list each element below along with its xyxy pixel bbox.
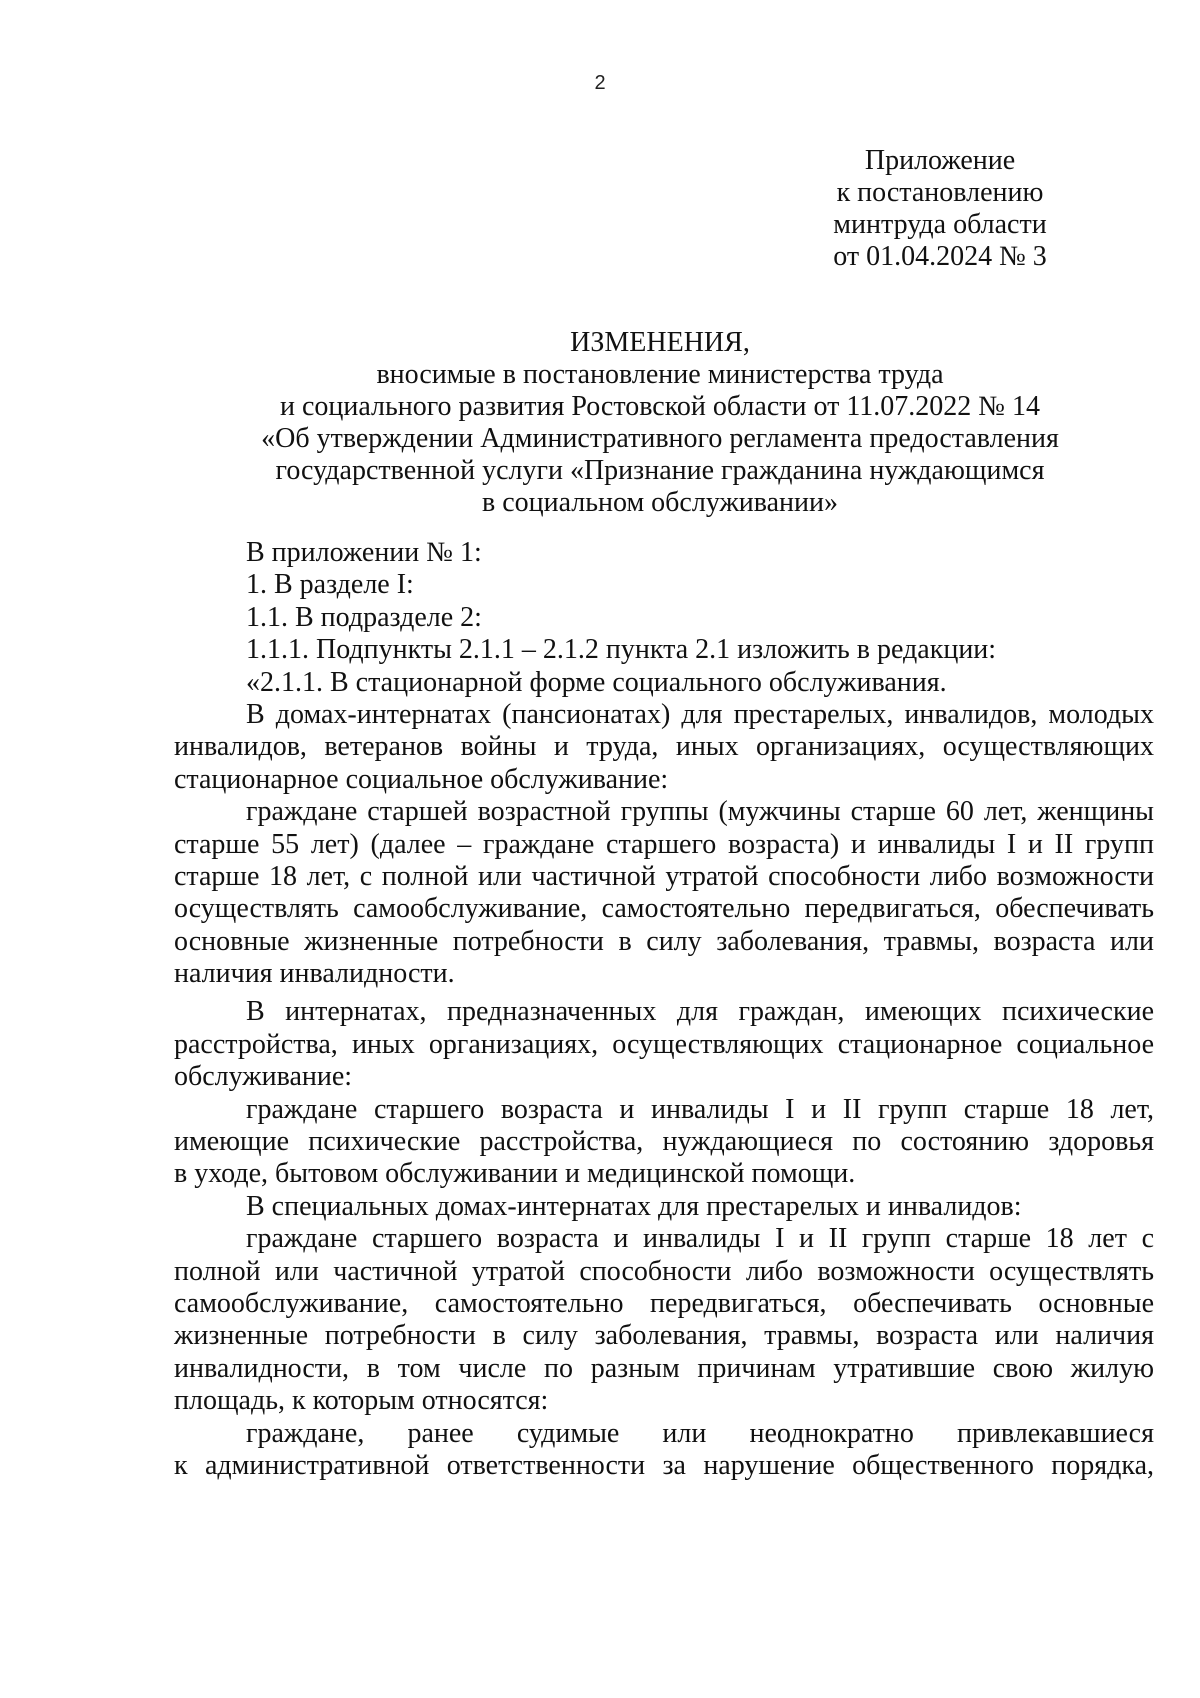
title-line: вносимые в постановление министерства труда (376, 359, 944, 390)
body-line: 1.1. В подразделе 2: (246, 601, 482, 633)
title-line: государственной услуги «Признание гражданина нуждающимся (275, 455, 1045, 486)
body-line: основные жизненные потребности в силу заболевания, травмы, возраста или (174, 925, 1154, 957)
page-number: 2 (594, 72, 606, 94)
body-line: «2.1.1. В стационарной форме социального обслуживания. (246, 666, 947, 698)
body-line: полной или частичной утратой способности либо возможности осуществлять (174, 1255, 1154, 1287)
appendix-line: Приложение (864, 145, 1016, 176)
body-line: граждане, ранее судимые или неоднократно привлекавшиеся (246, 1417, 1154, 1449)
body-line: стационарное социальное обслуживание: (174, 763, 669, 795)
body-line: площадь, к которым относятся: (174, 1385, 549, 1417)
title-line: «Об утверждении Административного регламента предоставления (261, 423, 1059, 454)
appendix-block (780, 145, 1100, 273)
appendix-line: к постановлению (836, 177, 1044, 208)
body-line: В специальных домах-интернатах для престарелых и инвалидов: (246, 1190, 1022, 1222)
body-line: имеющие психические расстройства, нуждающиеся по состоянию здоровья (174, 1126, 1154, 1158)
body-line: В домах-интернатах (пансионатах) для престарелых, инвалидов, молодых (246, 698, 1154, 730)
body-line: инвалидов, ветеранов войны и труда, иных организациях, осуществляющих (174, 731, 1154, 763)
body-line: граждане старшей возрастной группы (мужчины старше 60 лет, женщины (246, 796, 1154, 828)
document-title (160, 327, 1160, 519)
body-line: старше 18 лет, с полной или частичной утратой способности либо возможности (174, 860, 1154, 892)
body-line: В приложении № 1: (246, 537, 482, 568)
body-line: граждане старшего возраста и инвалиды I и II групп старше 18 лет, (246, 1093, 1154, 1125)
appendix-line: минтруда области (833, 209, 1047, 240)
body-line: к административной ответственности за нарушение общественного порядка, (174, 1449, 1154, 1481)
body-line: наличия инвалидности. (174, 958, 455, 990)
body-line: граждане старшего возраста и инвалиды I и II групп старше 18 лет с (246, 1223, 1154, 1255)
body-line: обслуживание: (174, 1061, 353, 1093)
body-line: 1. В разделе I: (246, 569, 414, 601)
body-line: расстройства, иных организациях, осуществляющих стационарное социальное (174, 1028, 1154, 1060)
body-line: инвалидности, в том числе по разным причинам утратившие свою жилую (174, 1352, 1154, 1384)
body-line: жизненные потребности в силу заболевания, травмы, возраста или наличия (174, 1320, 1154, 1352)
body-line: в уходе, бытовом обслуживании и медицинской помощи. (174, 1158, 856, 1190)
body-line: старше 55 лет) (далее – граждане старшего возраста) и инвалиды I и II групп (174, 828, 1154, 860)
document-body (174, 537, 1154, 1482)
appendix-line: от 01.04.2024 № 3 (833, 241, 1047, 272)
body-line: 1.1.1. Подпункты 2.1.1 – 2.1.2 пункта 2.1 изложить в редакции: (246, 634, 997, 666)
body-line: осуществлять самообслуживание, самостоятельно передвигаться, обеспечивать (174, 893, 1154, 925)
title-line: и социального развития Ростовской области от 11.07.2022 № 14 (279, 391, 1041, 422)
body-line: В интернатах, предназначенных для граждан, имеющих психические (246, 996, 1154, 1028)
title-line: в социальном обслуживании» (481, 487, 839, 518)
title-heading: ИЗМЕНЕНИЯ, (570, 327, 750, 358)
body-line: самообслуживание, самостоятельно передвигаться, обеспечивать основные (174, 1287, 1154, 1319)
